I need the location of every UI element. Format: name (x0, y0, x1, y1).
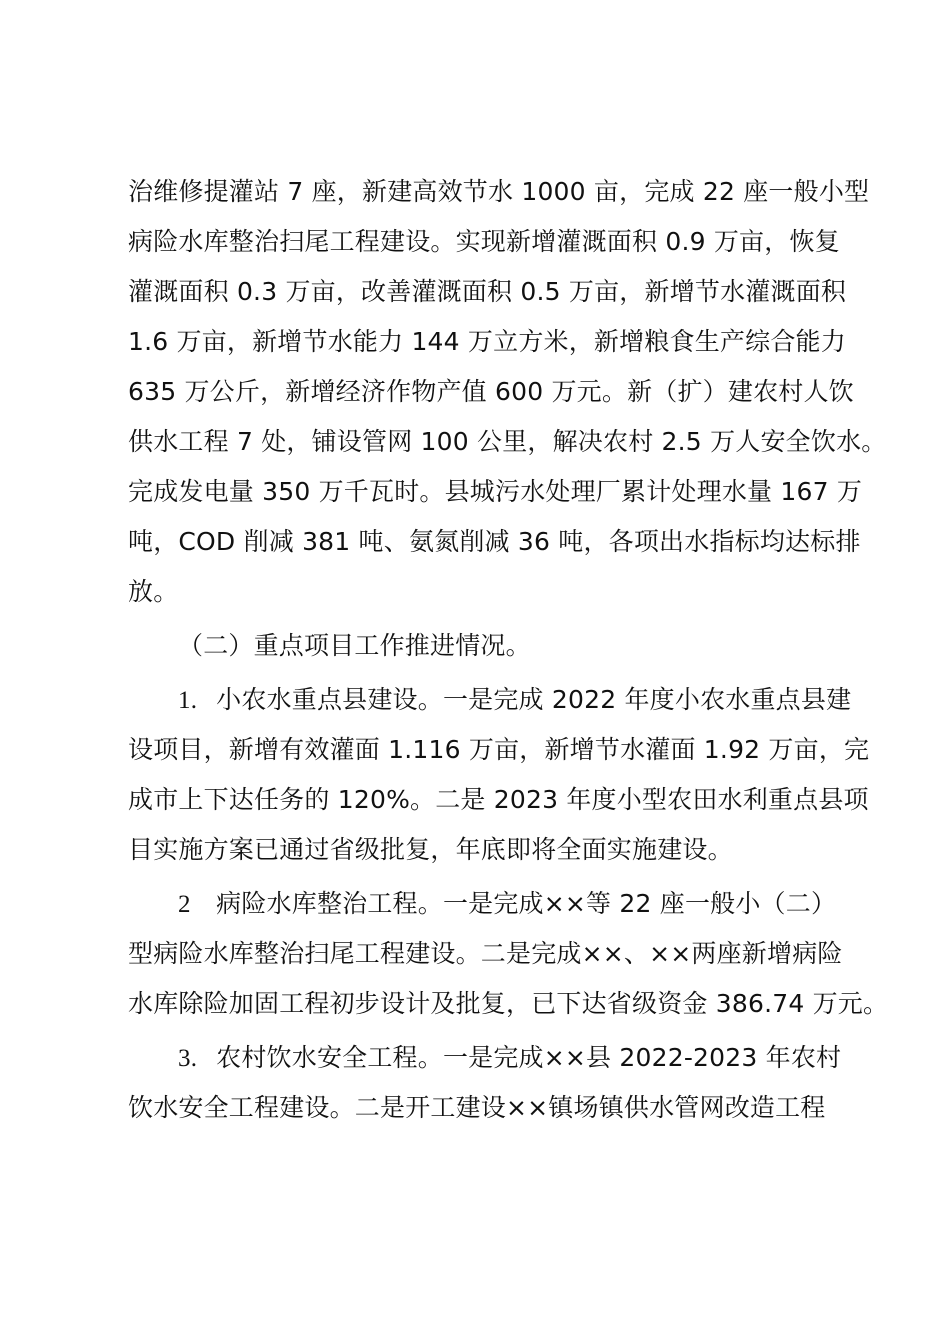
paragraph-line-1: 治维修提灌站 7 座，新建高效节水 1000 亩，完成 22 座一般小型 (128, 177, 870, 206)
paragraph-line-4: 1.6 万亩，新增节水能力 144 万立方米，新增粮食生产综合能力 (128, 327, 846, 356)
item-1-line-3: 成市上下达任务的 120%。二是 2023 年度小型农田水利重点县项 (128, 785, 869, 814)
item-3-text: 农村饮水安全工程。一是完成××县 2022-2023 年农村 (216, 1043, 842, 1072)
item-1-line-2: 设项目，新增有效灌面 1.116 万亩，新增节水灌面 1.92 万亩，完 (128, 735, 870, 764)
item-1-number: 1. (178, 687, 198, 714)
item-2-line-3: 水库除险加固工程初步设计及批复，已下达省级资金 386.74 万元。 (128, 989, 889, 1018)
item-1-line-4: 目实施方案已通过省级批复，年底即将全面实施建设。 (128, 835, 733, 864)
paragraph-line-2: 病险水库整治扫尾工程建设。实现新增灌溉面积 0.9 万亩，恢复 (128, 227, 840, 256)
item-1-text: 小农水重点县建设。一是完成 2022 年度小农水重点县建 (216, 685, 852, 714)
item-2-number: 2 (178, 891, 191, 918)
item-1-line-1 (178, 674, 950, 726)
item-2-line-1 (178, 878, 950, 930)
paragraph-line-8: 吨，COD 削减 381 吨、氨氮削减 36 吨，各项出水指标均达标排 (128, 527, 861, 556)
paragraph-line-3: 灌溉面积 0.3 万亩，改善灌溉面积 0.5 万亩，新增节水灌溉面积 (128, 277, 847, 306)
item-2-text: 病险水库整治工程。一是完成××等 22 座一般小（二） (216, 889, 837, 918)
item-2-line-2: 型病险水库整治扫尾工程建设。二是完成××、××两座新增病险 (128, 939, 843, 968)
paragraph-line-6: 供水工程 7 处，铺设管网 100 公里，解决农村 2.5 万人安全饮水。 (128, 427, 887, 456)
item-3-number: 3. (178, 1045, 198, 1072)
item-3-line-1 (178, 1032, 950, 1084)
paragraph-line-7: 完成发电量 350 万千瓦时。县城污水处理厂累计处理水量 167 万 (128, 477, 863, 506)
paragraph-line-9: 放。 (128, 577, 179, 606)
item-3-line-2: 饮水安全工程建设。二是开工建设××镇场镇供水管网改造工程 (128, 1093, 826, 1122)
paragraph-line-5: 635 万公斤，新增经济作物产值 600 万元。新（扩）建农村人饮 (128, 377, 854, 406)
section-heading: （二）重点项目工作推进情况。 (178, 631, 531, 660)
